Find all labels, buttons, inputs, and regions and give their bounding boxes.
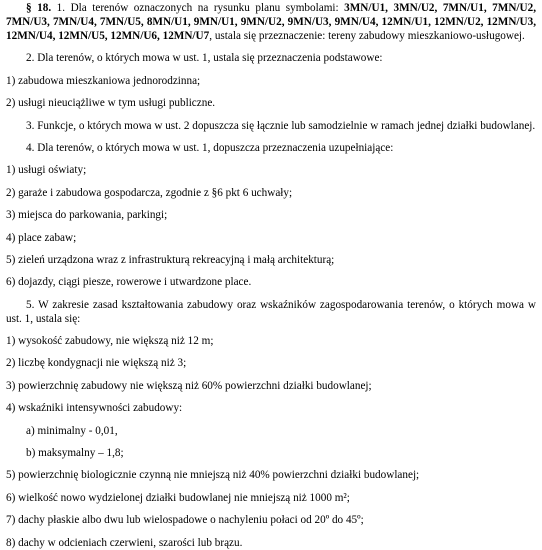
paragraph-4: 4. Dla terenów, o których mowa w ust. 1, dopuszcza przeznaczenia uzupełniające: bbox=[26, 141, 394, 154]
paragraph-3: 3. Funkcje, o których mowa w ust. 2 dopuszcza się łącznie lub samodzielnie w ramach jednej działki budowlanej. bbox=[26, 119, 536, 132]
list-item: 4) place zabaw; bbox=[6, 231, 77, 244]
list-item: 2) usługi nieuciążliwe w tym usługi publiczne. bbox=[6, 97, 216, 110]
sub-list-item: a) minimalny - 0,01, bbox=[26, 424, 118, 437]
list-item: 1) wysokość zabudowy, nie większą niż 12 m; bbox=[6, 335, 214, 348]
list-item: 3) powierzchnię zabudowy nie większą niż 60% powierzchni działki budowlanej; bbox=[6, 379, 372, 392]
list-item: 7) dachy płaskie albo dwu lub wielospadowe o nachyleniu połaci od 20º do 45º; bbox=[6, 514, 364, 527]
list-item: 8) dachy w odcieniach czerwieni, szarości lub brązu. bbox=[6, 536, 243, 549]
list-item: 5) powierzchnię biologicznie czynną nie mniejszą niż 40% powierzchni działki budowlanej; bbox=[6, 469, 420, 482]
section-number: § 18. bbox=[26, 2, 52, 14]
list-item: 1) zabudowa mieszkaniowa jednorodzinna; bbox=[6, 74, 201, 87]
list-item: 6) wielkość nowo wydzielonej działki budowlanej nie mniejszą niż 1000 m²; bbox=[6, 491, 350, 504]
list-item: 3) miejsca do parkowania, parkingi; bbox=[6, 209, 168, 222]
list-item: 4) wskaźniki intensywności zabudowy: bbox=[6, 402, 183, 415]
paragraph-lead: 1. Dla terenów oznaczonych na rysunku planu symbolami: bbox=[51, 2, 345, 14]
list-item: 5) zieleń urządzona wraz z infrastrukturą rekreacyjną i małą architekturą; bbox=[6, 253, 335, 266]
list-item: 6) dojazdy, ciągi piesze, rowerowe i utwardzone place. bbox=[6, 276, 252, 289]
list-item: 1) usługi oświaty; bbox=[6, 164, 87, 177]
paragraph-tail: , ustala się przeznaczenie: tereny zabudowy mieszkaniowo-usługowej. bbox=[209, 30, 525, 42]
paragraph-2: 2. Dla terenów, o których mowa w ust. 1, ustala się przeznaczenia podstawowe: bbox=[26, 52, 383, 65]
sub-list-item: b) maksymalny – 1,8; bbox=[26, 447, 124, 460]
list-item: 2) liczbę kondygnacji nie większą niż 3; bbox=[6, 357, 187, 370]
paragraph-5: 5. W zakresie zasad kształtowania zabudowy oraz wskaźników zagospodarowania terenów, o których mowa w ust. 1, ustala się: bbox=[6, 298, 536, 325]
paragraph-18-1 bbox=[6, 1, 536, 43]
zone-symbols: 3MN/U1, 3MN/U2, 7MN/U1, 7MN/U2, 7MN/U3, 7MN/U4, 7MN/U5, 8MN/U1, 9MN/U1, 9MN/U2, 9MN/U3, 9MN/U4, 12MN/U1, 12MN/U2, 12MN/U3, 12MN/U4, 12MN/U5, 12MN/U6, 12MN/U7 bbox=[6, 2, 536, 42]
list-item: 2) garaże i zabudowa gospodarcza, zgodnie z §6 pkt 6 uchwały; bbox=[6, 186, 293, 199]
